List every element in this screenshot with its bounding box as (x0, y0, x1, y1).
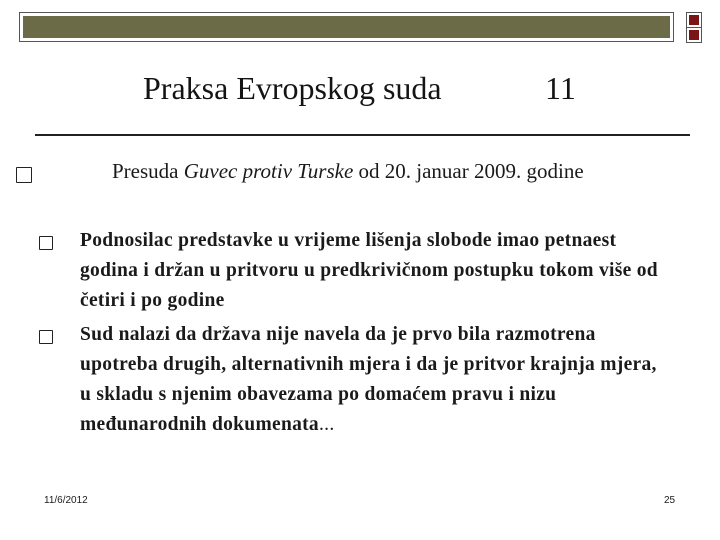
accent-square-bottom (686, 27, 702, 43)
hollow-square-bullet-icon (16, 167, 32, 183)
slide-title-text: Praksa Evropskog suda (143, 70, 442, 106)
judgment-prefix: Presuda (112, 159, 184, 183)
bullet-paragraph (80, 320, 670, 440)
slide-title (0, 70, 720, 114)
judgment-heading (112, 159, 584, 184)
header-bar-fill (23, 16, 670, 38)
bullet-paragraph-text: Sud nalazi da država nije navela da je prvo bila razmotrena upotreba drugih, alternativnih mjera i da je pritvor krajnja mjera, u skladu s njenim obavezama po domaćem pravu i nizu međunarodnih dokumenata (80, 324, 657, 435)
bullet-ellipsis: ... (319, 414, 335, 435)
accent-square-bottom-fill (689, 30, 699, 40)
judgment-case-name: Guvec protiv Turske (183, 159, 354, 183)
judgment-suffix: od 20. januar 2009. godine (353, 159, 584, 183)
accent-square-top-fill (689, 15, 699, 25)
accent-square-top (686, 12, 702, 28)
header-decoration-bar (19, 12, 674, 42)
footer-date: 11/6/2012 (44, 495, 88, 506)
hollow-square-bullet-icon (39, 236, 53, 250)
hollow-square-bullet-icon (39, 330, 53, 344)
title-divider (35, 134, 690, 136)
slide-number: 25 (664, 495, 676, 506)
bullet-paragraph: Podnosilac predstavke u vrijeme lišenja slobode imao petnaest godina i držan u pritvoru u predkrivičnom postupku tokom više od četiri i po godine (80, 230, 658, 311)
slide-title-number: 11 (545, 70, 576, 106)
